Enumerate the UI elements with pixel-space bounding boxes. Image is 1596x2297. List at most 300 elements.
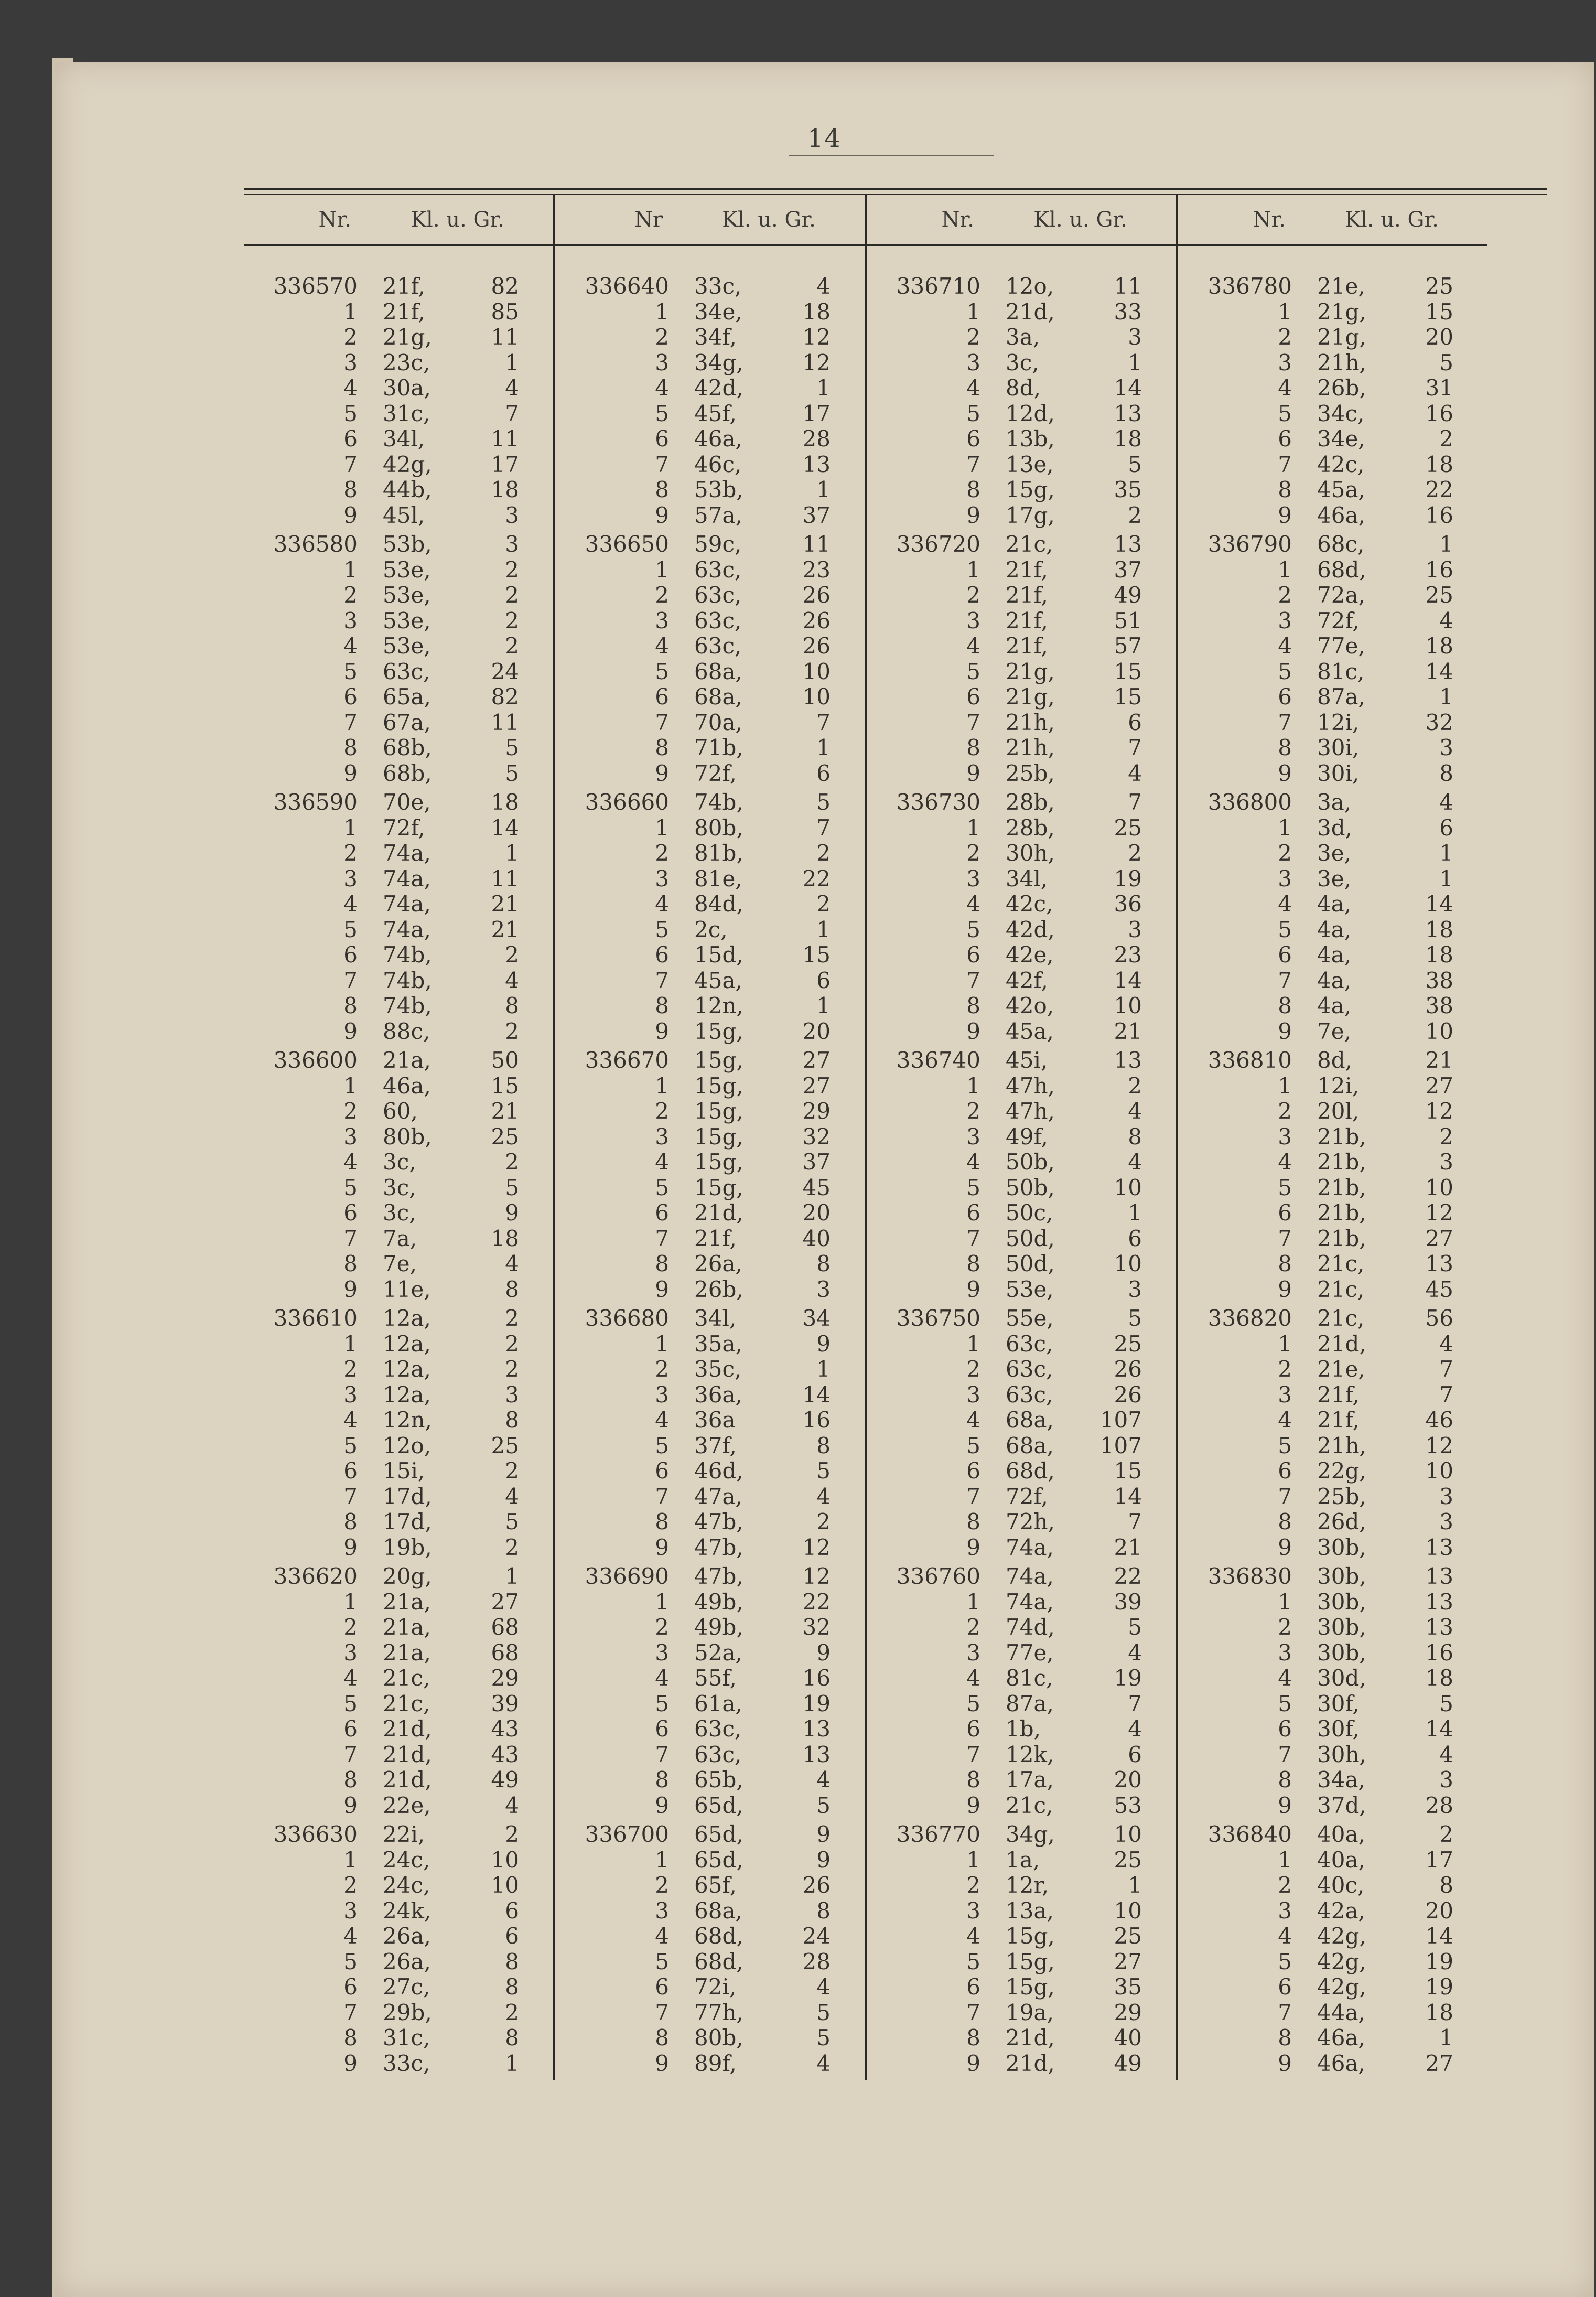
table-row [555, 1124, 865, 1150]
cell-nr: 336610 [273, 1305, 358, 1331]
cell-kl: 47h, [1006, 1072, 1055, 1099]
cell-kl: 21d, [1006, 298, 1055, 325]
cell-nr: 8 [1278, 1767, 1292, 1792]
cell-kl: 80b, [694, 2025, 743, 2051]
cell-nr: 4 [655, 1665, 669, 1691]
table-row [555, 2025, 865, 2051]
cell-kl: 45l, [383, 502, 425, 528]
table-row [244, 1019, 553, 1045]
cell-nr: 3 [655, 1381, 669, 1408]
cell-gr: 1 [1128, 349, 1142, 375]
cell-gr: 5 [505, 1509, 519, 1534]
table-row [867, 1099, 1176, 1124]
cell-kl: 24k, [383, 1897, 432, 1924]
table-row [1178, 1074, 1487, 1099]
cell-nr: 4 [343, 1923, 358, 1949]
cell-nr: 336790 [1207, 531, 1292, 557]
cell-kl: 42d, [694, 375, 743, 401]
table-row [867, 452, 1176, 478]
cell-kl: 34g, [694, 349, 743, 375]
cell-kl: 50b, [1006, 1149, 1055, 1175]
column-body [1178, 246, 1487, 2076]
table-row [244, 866, 553, 892]
cell-gr: 38 [1425, 993, 1453, 1018]
table-row [1178, 1226, 1487, 1252]
header-kl-gr: Kl. u. Gr. [1033, 208, 1127, 232]
cell-gr: 34 [802, 1305, 831, 1331]
cell-gr: 17 [491, 451, 519, 477]
cell-nr: 5 [655, 1432, 669, 1458]
cell-nr: 7 [1278, 1999, 1292, 2025]
cell-kl: 42e, [1006, 942, 1054, 968]
table-row [867, 1175, 1176, 1201]
cell-kl: 74a, [1006, 1563, 1054, 1589]
cell-gr: 5 [505, 1174, 519, 1200]
table-row [867, 1590, 1176, 1615]
table-row [867, 557, 1176, 583]
cell-nr: 4 [655, 1149, 669, 1175]
cell-kl: 15g, [1006, 1974, 1055, 2000]
cell-nr: 4 [655, 375, 669, 401]
cell-gr: 4 [816, 1767, 831, 1792]
cell-kl: 34a, [1317, 1767, 1365, 1792]
cell-gr: 21 [1114, 1018, 1142, 1044]
cell-gr: 16 [1425, 556, 1453, 583]
table-row [1178, 1099, 1487, 1124]
cell-kl: 50c, [1006, 1200, 1053, 1226]
table-row [244, 1357, 553, 1382]
cell-nr: 4 [1278, 891, 1292, 917]
cell-kl: 30b, [1317, 1639, 1366, 1666]
cell-kl: 4a, [1317, 967, 1352, 993]
table-row [867, 892, 1176, 917]
cell-nr: 5 [343, 916, 358, 942]
table-row [555, 1175, 865, 1201]
cell-gr: 14 [1114, 967, 1142, 993]
table-row [244, 1564, 553, 1590]
cell-kl: 21h, [1317, 1432, 1366, 1458]
cell-nr: 4 [966, 1407, 980, 1433]
cell-nr: 7 [343, 1225, 358, 1251]
cell-gr: 1 [1439, 2025, 1453, 2051]
table-row [244, 1848, 553, 1873]
cell-kl: 26a, [383, 1923, 431, 1949]
cell-kl: 13e, [1006, 451, 1054, 477]
cell-gr: 12 [802, 324, 831, 350]
cell-kl: 44a, [1317, 1999, 1365, 2025]
table-row [867, 866, 1176, 892]
table-row [555, 1742, 865, 1768]
table-row [244, 2025, 553, 2051]
table-row [867, 968, 1176, 994]
table-row [867, 1898, 1176, 1924]
cell-nr: 8 [655, 2025, 669, 2051]
cell-kl: 21g, [1006, 658, 1055, 684]
table-row [244, 1277, 553, 1303]
table-row [555, 968, 865, 994]
cell-gr: 68 [491, 1614, 519, 1640]
table-row [244, 477, 553, 503]
cell-nr: 3 [966, 1639, 980, 1666]
cell-gr: 10 [1114, 1897, 1142, 1924]
cell-nr: 4 [655, 891, 669, 917]
cell-gr: 8 [1128, 1123, 1142, 1150]
cell-nr: 6 [655, 426, 669, 452]
cell-gr: 107 [1099, 1432, 1142, 1458]
cell-kl: 21b, [1317, 1123, 1366, 1150]
table-row [244, 735, 553, 761]
cell-nr: 9 [1278, 502, 1292, 528]
cell-gr: 2 [816, 1509, 831, 1534]
table-row [1178, 1615, 1487, 1640]
cell-gr: 51 [1114, 607, 1142, 634]
cell-nr: 1 [343, 298, 358, 325]
cell-gr: 16 [1425, 502, 1453, 528]
table-row [244, 942, 553, 968]
cell-nr: 7 [655, 709, 669, 735]
cell-nr: 8 [343, 477, 358, 502]
cell-nr: 2 [655, 1872, 669, 1898]
row-group [555, 1564, 865, 1818]
cell-kl: 1a, [1006, 1847, 1040, 1873]
cell-nr: 6 [655, 942, 669, 968]
cell-nr: 5 [966, 1690, 980, 1716]
cell-nr: 9 [343, 1792, 358, 1818]
table-row [244, 1332, 553, 1357]
table-row [867, 1873, 1176, 1898]
cell-nr: 8 [966, 1251, 980, 1276]
table-row [1178, 1433, 1487, 1459]
cell-nr: 5 [655, 400, 669, 426]
cell-kl: 15g, [1006, 1923, 1055, 1949]
table-row [244, 452, 553, 478]
cell-kl: 21a, [383, 1047, 431, 1073]
cell-nr: 3 [343, 349, 358, 375]
cell-kl: 21a, [383, 1588, 431, 1615]
cell-gr: 29 [1114, 1999, 1142, 2025]
cell-kl: 21g, [1317, 324, 1366, 350]
cell-gr: 6 [1128, 1741, 1142, 1767]
cell-gr: 6 [505, 1923, 519, 1949]
page-number-rule [789, 155, 994, 156]
cell-gr: 10 [1114, 993, 1142, 1018]
cell-gr: 37 [1114, 556, 1142, 583]
cell-kl: 50d, [1006, 1225, 1055, 1251]
cell-kl: 15g, [694, 1018, 743, 1044]
cell-kl: 42g, [1317, 1923, 1366, 1949]
cell-nr: 9 [343, 760, 358, 786]
cell-kl: 36a [694, 1407, 736, 1433]
cell-kl: 15d, [694, 942, 743, 968]
table-row [555, 659, 865, 685]
cell-gr: 45 [802, 1174, 831, 1200]
cell-nr: 4 [1278, 633, 1292, 659]
table-row [244, 1924, 553, 1949]
cell-kl: 47b, [694, 1534, 743, 1560]
table-row [1178, 477, 1487, 503]
cell-nr: 9 [966, 1018, 980, 1044]
cell-nr: 2 [966, 1356, 980, 1382]
cell-gr: 26 [1114, 1356, 1142, 1382]
cell-nr: 1 [655, 1072, 669, 1099]
table-row [867, 761, 1176, 787]
cell-kl: 65d, [694, 1792, 743, 1818]
cell-kl: 72h, [1006, 1509, 1055, 1534]
cell-gr: 37 [802, 1149, 831, 1175]
cell-gr: 7 [1439, 1381, 1453, 1408]
table-row [867, 426, 1176, 452]
cell-kl: 21h, [1006, 735, 1055, 760]
cell-gr: 19 [802, 1690, 831, 1716]
cell-nr: 4 [655, 633, 669, 659]
cell-nr: 336750 [896, 1305, 980, 1331]
header-kl-gr: Kl. u. Gr. [411, 208, 504, 232]
cell-kl: 88c, [383, 1018, 430, 1044]
table-row [1178, 1332, 1487, 1357]
table-row [1178, 401, 1487, 427]
cell-gr: 8 [816, 1251, 831, 1276]
cell-nr: 336620 [273, 1563, 358, 1589]
cell-nr: 8 [1278, 735, 1292, 760]
cell-kl: 80b, [383, 1123, 432, 1150]
cell-nr: 6 [343, 426, 358, 452]
table-row [555, 1048, 865, 1074]
table-row [867, 583, 1176, 608]
cell-nr: 2 [343, 1872, 358, 1898]
table-row [867, 1124, 1176, 1150]
cell-nr: 9 [655, 2050, 669, 2076]
cell-nr: 4 [1278, 1665, 1292, 1691]
cell-nr: 7 [1278, 967, 1292, 993]
cell-kl: 45a, [694, 967, 742, 993]
cell-gr: 4 [505, 1483, 519, 1509]
row-group [1178, 532, 1487, 786]
cell-gr: 85 [491, 298, 519, 325]
cell-kl: 12i, [1317, 709, 1360, 735]
table-row [244, 1767, 553, 1793]
table-row [555, 299, 865, 325]
cell-nr: 8 [343, 1509, 358, 1534]
cell-gr: 29 [802, 1098, 831, 1124]
cell-kl: 68c, [1317, 531, 1365, 557]
cell-nr: 336570 [273, 273, 358, 299]
cell-nr: 6 [343, 684, 358, 710]
cell-kl: 12r, [1006, 1872, 1049, 1898]
cell-nr: 5 [343, 400, 358, 426]
cell-kl: 63c, [694, 607, 742, 634]
cell-gr: 37 [802, 502, 831, 528]
table-row [867, 710, 1176, 736]
row-group [555, 790, 865, 1044]
cell-kl: 30b, [1317, 1614, 1366, 1640]
cell-nr: 8 [343, 2025, 358, 2051]
cell-kl: 22i, [383, 1821, 425, 1847]
cell-gr: 4 [1439, 789, 1453, 815]
table-row [244, 299, 553, 325]
cell-kl: 31c, [383, 2025, 430, 2051]
cell-nr: 6 [655, 684, 669, 710]
cell-nr: 4 [655, 1923, 669, 1949]
cell-nr: 7 [655, 1483, 669, 1509]
cell-kl: 50b, [1006, 1174, 1055, 1200]
table-row [244, 1099, 553, 1124]
cell-nr: 4 [966, 891, 980, 917]
cell-gr: 5 [816, 1458, 831, 1484]
cell-kl: 4a, [1317, 942, 1352, 968]
table-row [867, 917, 1176, 943]
table-row [1178, 968, 1487, 994]
cell-kl: 68a, [694, 1897, 742, 1924]
cell-nr: 1 [966, 1330, 980, 1357]
table-row [244, 1949, 553, 1975]
cell-kl: 49b, [694, 1588, 743, 1615]
table-row [867, 1332, 1176, 1357]
cell-gr: 2 [505, 1458, 519, 1484]
cell-nr: 4 [1278, 1149, 1292, 1175]
cell-kl: 74a, [383, 916, 431, 942]
cell-nr: 336580 [273, 531, 358, 557]
cell-nr: 7 [655, 967, 669, 993]
cell-gr: 4 [816, 1974, 831, 2000]
cell-nr: 2 [343, 1098, 358, 1124]
cell-kl: 50d, [1006, 1251, 1055, 1276]
cell-gr: 11 [491, 426, 519, 452]
cell-gr: 13 [1425, 1563, 1453, 1589]
cell-nr: 7 [343, 709, 358, 735]
table-row [555, 426, 865, 452]
cell-gr: 22 [802, 1588, 831, 1615]
cell-kl: 34e, [1317, 426, 1365, 452]
cell-nr: 1 [655, 1330, 669, 1357]
table-row [244, 608, 553, 634]
cell-kl: 17g, [1006, 502, 1055, 528]
cell-gr: 20 [1425, 324, 1453, 350]
cell-gr: 1 [816, 735, 831, 760]
table-row [244, 917, 553, 943]
table-row [1178, 1306, 1487, 1332]
cell-gr: 3 [816, 1276, 831, 1302]
cell-kl: 53e, [383, 556, 431, 583]
table-row [867, 375, 1176, 401]
row-group [1178, 1048, 1487, 1302]
table-row [1178, 710, 1487, 736]
cell-nr: 9 [1278, 1792, 1292, 1818]
cell-gr: 20 [1425, 1897, 1453, 1924]
cell-kl: 21g, [1006, 684, 1055, 710]
cell-gr: 12 [802, 1563, 831, 1589]
cell-kl: 21a, [383, 1614, 431, 1640]
cell-kl: 42d, [1006, 916, 1055, 942]
header-kl-gr: Kl. u. Gr. [1345, 208, 1439, 232]
cell-nr: 6 [966, 1458, 980, 1484]
cell-kl: 61a, [694, 1690, 742, 1716]
cell-gr: 2 [816, 891, 831, 917]
cell-nr: 3 [966, 349, 980, 375]
cell-nr: 4 [1278, 375, 1292, 401]
cell-gr: 49 [491, 1767, 519, 1792]
cell-gr: 49 [1114, 2050, 1142, 2076]
cell-gr: 3 [505, 502, 519, 528]
cell-kl: 21c, [1006, 1792, 1053, 1818]
table-row [555, 1099, 865, 1124]
table-row [1178, 892, 1487, 917]
cell-kl: 72f, [694, 760, 737, 786]
cell-kl: 12a, [383, 1356, 431, 1382]
cell-gr: 50 [491, 1047, 519, 1073]
table-row [867, 1074, 1176, 1099]
cell-nr: 5 [966, 1948, 980, 1974]
cell-kl: 3c, [383, 1174, 416, 1200]
cell-kl: 81b, [694, 840, 743, 866]
cell-kl: 21h, [1006, 709, 1055, 735]
cell-gr: 21 [1114, 1534, 1142, 1560]
cell-nr: 4 [343, 891, 358, 917]
table-row [555, 815, 865, 841]
cell-nr: 6 [1278, 1716, 1292, 1742]
cell-kl: 29b, [383, 1999, 432, 2025]
cell-nr: 336670 [585, 1047, 669, 1073]
cell-kl: 19b, [383, 1534, 432, 1560]
table-row [867, 532, 1176, 557]
table-row [555, 274, 865, 299]
cell-kl: 21f, [1317, 1381, 1360, 1408]
table-row [867, 1277, 1176, 1303]
cell-gr: 13 [802, 1741, 831, 1767]
table-row [244, 557, 553, 583]
cell-gr: 4 [505, 1251, 519, 1276]
cell-gr: 2 [1128, 840, 1142, 866]
cell-gr: 10 [802, 658, 831, 684]
cell-nr: 336690 [585, 1563, 669, 1589]
cell-nr: 3 [655, 1897, 669, 1924]
table-row [244, 1691, 553, 1717]
cell-kl: 26d, [1317, 1509, 1366, 1534]
cell-gr: 3 [1439, 735, 1453, 760]
row-group [867, 790, 1176, 1044]
cell-nr: 336760 [896, 1563, 980, 1589]
cell-nr: 3 [966, 1897, 980, 1924]
cell-kl: 70e, [383, 789, 431, 815]
table-row [244, 1306, 553, 1332]
table-row [1178, 1822, 1487, 1848]
cell-gr: 5 [816, 789, 831, 815]
cell-gr: 7 [1128, 789, 1142, 815]
table-row [1178, 1175, 1487, 1201]
cell-gr: 57 [1114, 633, 1142, 659]
cell-kl: 35a, [694, 1330, 742, 1357]
cell-nr: 9 [655, 1018, 669, 1044]
cell-nr: 1 [1278, 1847, 1292, 1873]
cell-kl: 21c, [1317, 1251, 1365, 1276]
cell-nr: 3 [343, 607, 358, 634]
cell-nr: 5 [343, 1174, 358, 1200]
cell-gr: 7 [1439, 1356, 1453, 1382]
cell-nr: 9 [1278, 760, 1292, 786]
cell-gr: 17 [1425, 1847, 1453, 1873]
cell-nr: 9 [1278, 1018, 1292, 1044]
cell-kl: 15g, [694, 1047, 743, 1073]
cell-nr: 8 [1278, 477, 1292, 502]
table-row [1178, 1767, 1487, 1793]
cell-gr: 14 [1114, 375, 1142, 401]
table-row [867, 1535, 1176, 1561]
table-row [244, 993, 553, 1019]
cell-kl: 21e, [1317, 273, 1365, 299]
cell-kl: 30i, [1317, 735, 1360, 760]
cell-nr: 6 [1278, 942, 1292, 968]
row-group [1178, 1306, 1487, 1560]
cell-gr: 12 [1425, 1098, 1453, 1124]
